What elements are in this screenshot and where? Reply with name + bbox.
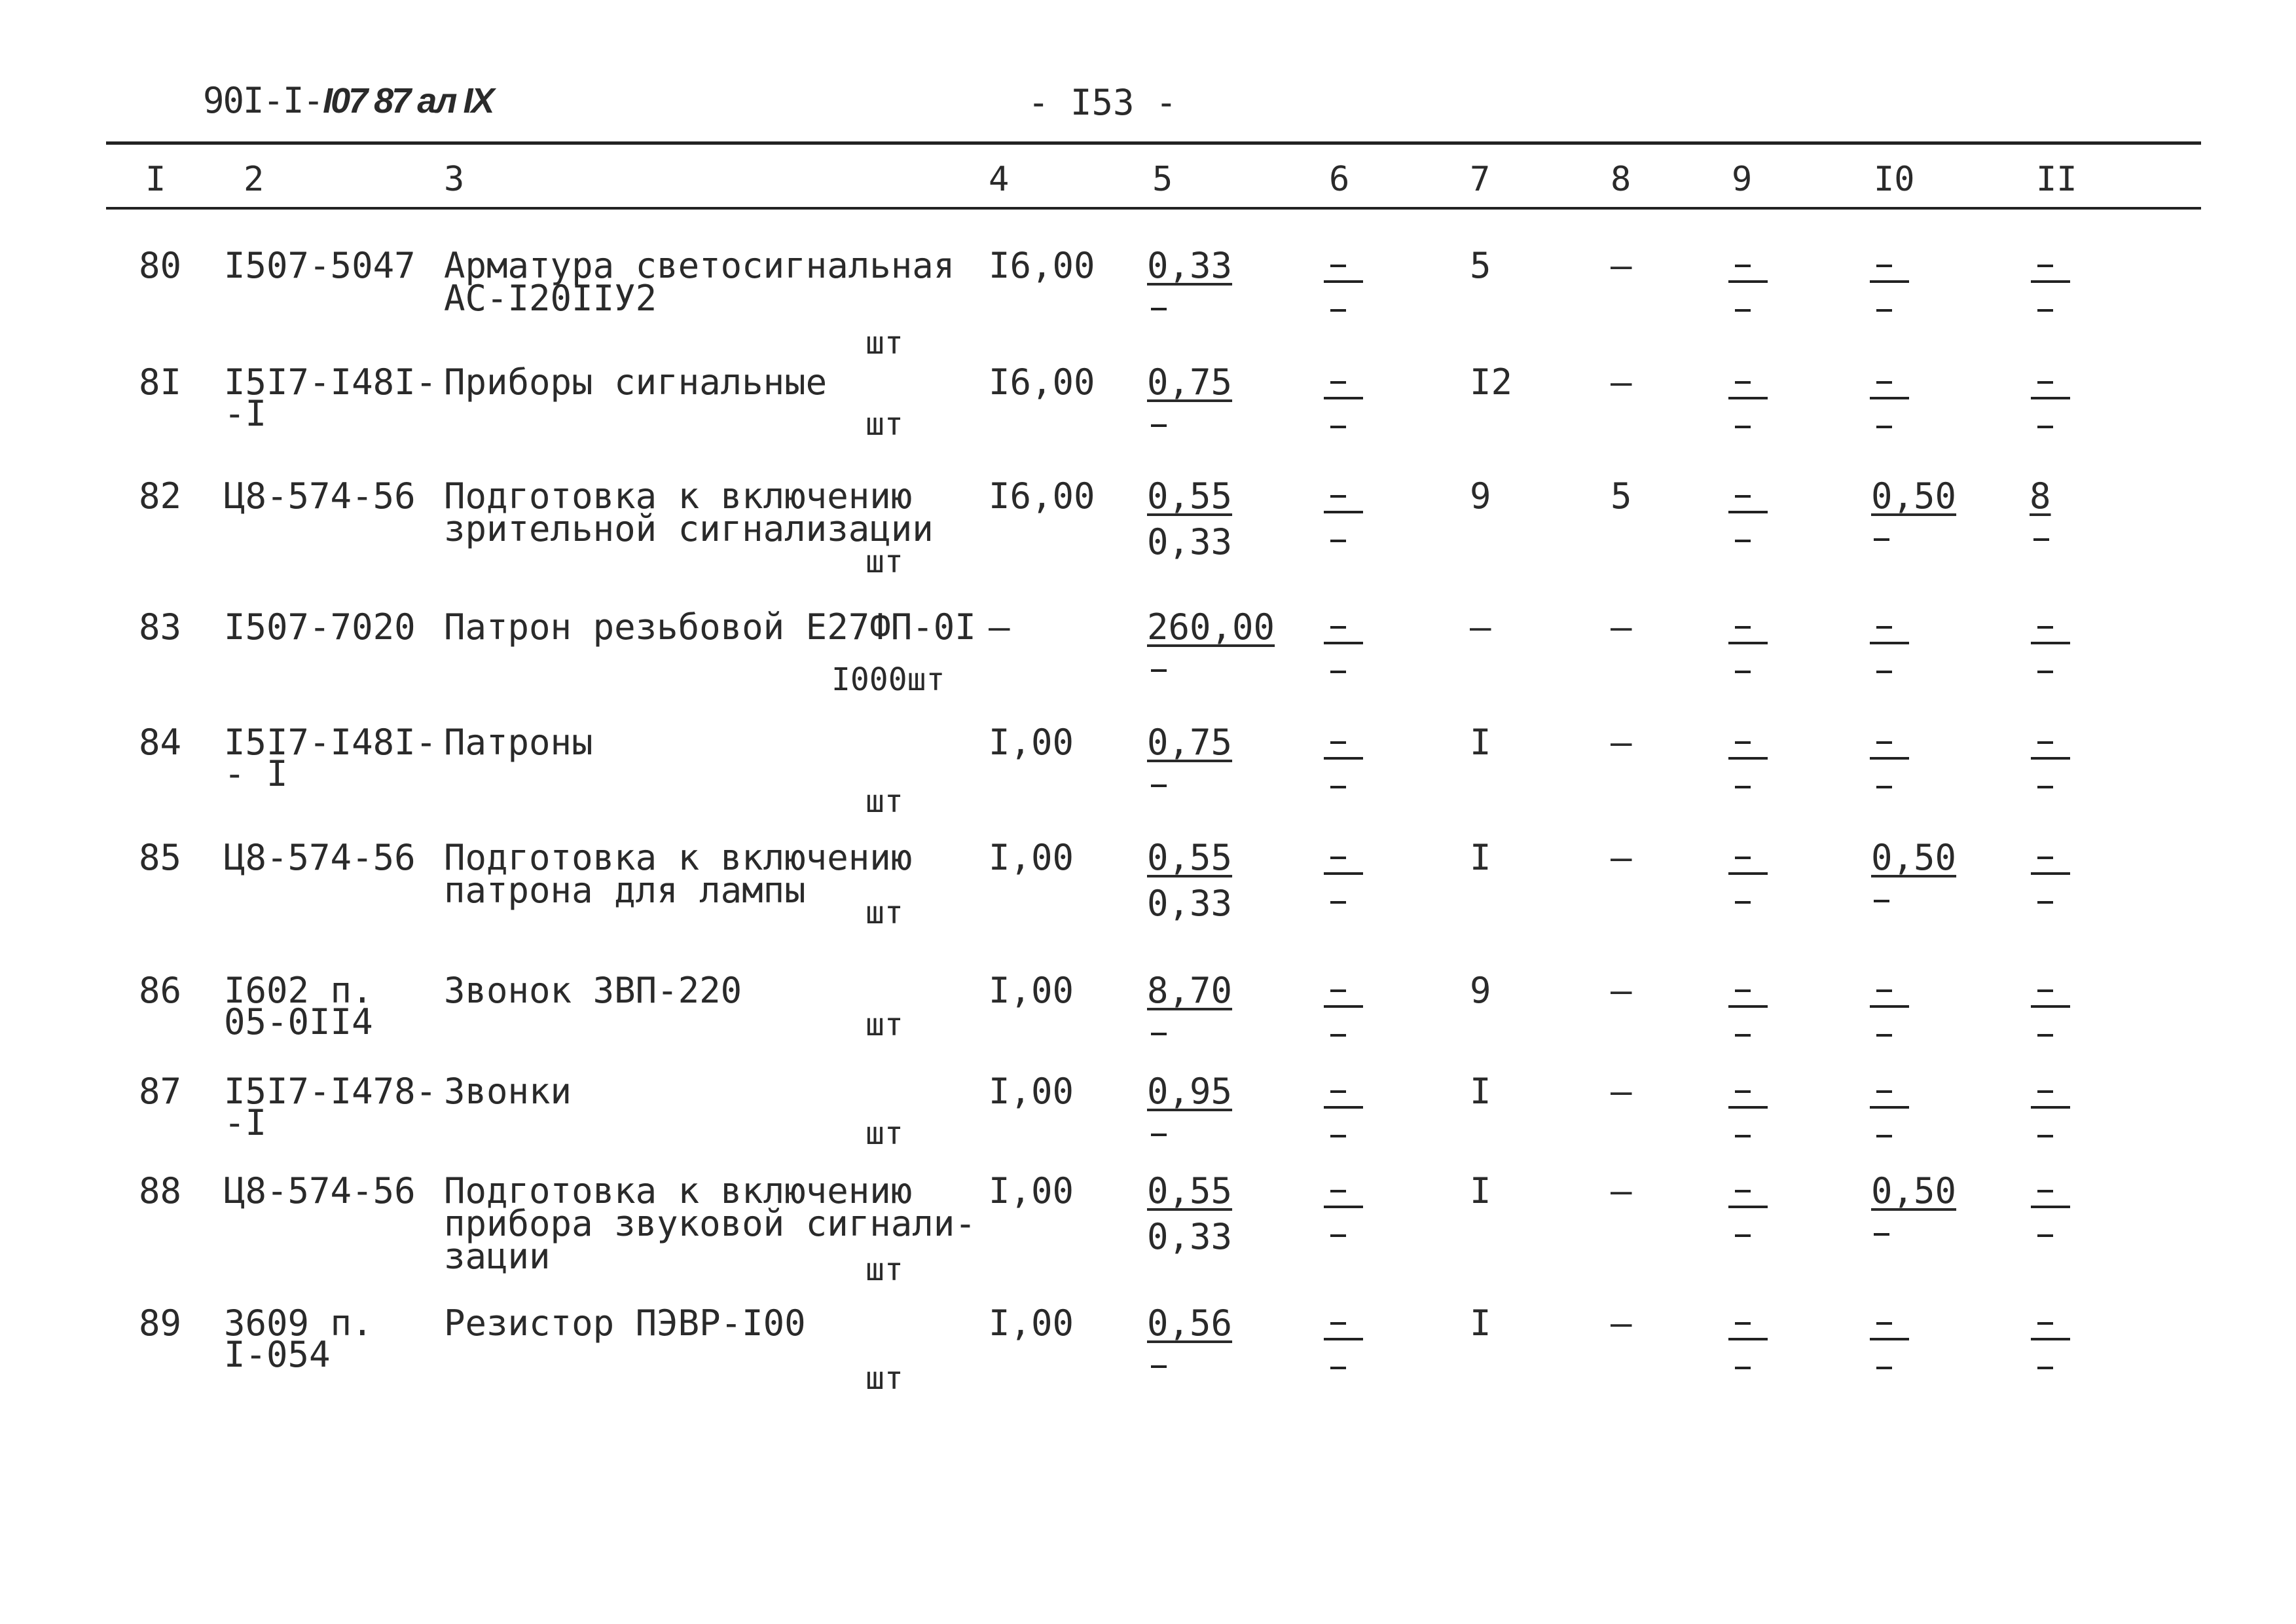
column-header: 9	[1732, 160, 1753, 199]
column-marker-top	[1330, 857, 1346, 859]
col4-value: I,00	[989, 1071, 1074, 1112]
column-marker-rule	[1870, 757, 1909, 760]
column-marker-rule	[1728, 511, 1768, 513]
col4-value: I,00	[989, 970, 1074, 1011]
col7-value: 5	[1470, 245, 1491, 286]
col10-value: 0,50	[1871, 837, 1957, 878]
column-marker-top	[2037, 626, 2053, 629]
item-code: I5I7-I478-	[224, 1071, 437, 1112]
col5-lower-value: 0,33	[1147, 521, 1233, 563]
col5-value: 0,95	[1147, 1071, 1233, 1112]
col5-value: 0,33	[1147, 245, 1233, 286]
col5-lower-dash	[1151, 784, 1167, 787]
item-unit: шт	[866, 1115, 903, 1152]
column-header: 8	[1611, 160, 1631, 199]
item-name: Подготовка к включению	[444, 1170, 913, 1211]
item-unit: шт	[866, 325, 903, 361]
item-code-continued: -I	[224, 393, 267, 434]
document-code-prefix: 90I-I-	[203, 80, 323, 121]
column-marker-bottom	[1876, 671, 1892, 673]
col5-lower-dash	[1151, 1134, 1167, 1136]
table-row	[0, 245, 2296, 373]
column-marker-bottom	[1876, 1135, 1892, 1137]
column-marker-top	[1735, 1090, 1751, 1093]
column-marker-top	[1735, 495, 1751, 498]
column-marker-rule	[1870, 1106, 1909, 1109]
column-marker-rule	[1324, 1206, 1363, 1208]
column-header: II	[2036, 160, 2077, 199]
column-marker-top	[1876, 989, 1892, 992]
col10-lower-dash	[1874, 538, 1889, 541]
item-name: Подготовка к включению	[444, 837, 913, 878]
col7-value: I2	[1470, 361, 1513, 403]
col8-value: 5	[1611, 475, 1632, 517]
column-marker-rule	[1728, 1338, 1768, 1340]
column-marker-rule	[2031, 397, 2070, 399]
item-unit: шт	[866, 1251, 903, 1288]
col7-value: I	[1470, 837, 1491, 878]
column-marker-bottom	[1735, 1234, 1751, 1237]
item-unit: шт	[866, 406, 903, 443]
column-marker-bottom	[1876, 1367, 1892, 1369]
column-marker-top	[1735, 989, 1751, 992]
col5-lower-value: 0,33	[1147, 1216, 1233, 1257]
column-marker-bottom	[1330, 309, 1346, 312]
document-code-suffix: I07 87 ал IX	[323, 81, 493, 120]
column-marker-bottom	[1330, 426, 1346, 428]
col5-value: 0,55	[1147, 475, 1233, 517]
column-marker-rule	[1728, 757, 1768, 760]
col5-value: 260,00	[1147, 606, 1275, 648]
item-name-line2: прибора звуковой сигнали-	[444, 1203, 976, 1244]
col8-value: –	[1611, 606, 1632, 648]
row-number: 89	[139, 1302, 182, 1344]
row-number: 88	[139, 1170, 182, 1211]
column-marker-bottom	[1876, 309, 1892, 312]
column-header: 3	[444, 160, 465, 199]
column-marker-bottom	[2037, 671, 2053, 673]
col4-value: I6,00	[989, 245, 1095, 286]
item-code: I507-5047	[224, 245, 416, 286]
column-header: I0	[1874, 160, 1915, 199]
column-header: I	[145, 160, 166, 199]
col7-value: –	[1470, 606, 1491, 648]
col10-value: 0,50	[1871, 1170, 1957, 1211]
column-marker-top	[2037, 989, 2053, 992]
column-marker-rule	[1870, 397, 1909, 399]
col5-lower-dash	[1151, 424, 1167, 427]
column-marker-bottom	[2037, 1034, 2053, 1037]
col5-value: 0,75	[1147, 361, 1233, 403]
column-marker-rule	[1728, 1106, 1768, 1109]
column-marker-top	[1330, 1190, 1346, 1192]
column-marker-top	[1876, 1090, 1892, 1093]
item-code: I602 п.	[224, 970, 373, 1011]
col5-lower-value: 0,33	[1147, 883, 1233, 924]
column-header: 4	[989, 160, 1010, 199]
col4-value: I6,00	[989, 361, 1095, 403]
column-marker-bottom	[2037, 1367, 2053, 1369]
column-marker-rule	[2031, 757, 2070, 760]
item-code-continued: I-054	[224, 1334, 331, 1375]
col4-value: I6,00	[989, 475, 1095, 517]
column-marker-bottom	[1330, 1034, 1346, 1037]
column-marker-bottom	[2037, 1135, 2053, 1137]
item-unit: шт	[866, 1006, 903, 1043]
col8-value: –	[1611, 1170, 1632, 1211]
item-code: I5I7-I48I-	[224, 722, 437, 763]
row-number: 86	[139, 970, 182, 1011]
col7-value: I	[1470, 1071, 1491, 1112]
col5-lower-dash	[1151, 669, 1167, 672]
page-number: - I53 -	[1028, 82, 1177, 123]
item-code: Ц8-574-56	[224, 837, 416, 878]
item-name-line3: зации	[444, 1236, 551, 1277]
column-marker-top	[1735, 1190, 1751, 1192]
column-marker-top	[2037, 1090, 2053, 1093]
column-marker-bottom	[1735, 426, 1751, 428]
column-marker-top	[1876, 626, 1892, 629]
column-marker-top	[1330, 381, 1346, 384]
column-marker-top	[1330, 989, 1346, 992]
col8-value: –	[1611, 1302, 1632, 1344]
column-marker-bottom	[2037, 309, 2053, 312]
col4-value: –	[989, 606, 1010, 648]
column-marker-rule	[1728, 280, 1768, 283]
column-marker-rule	[1728, 1206, 1768, 1208]
column-marker-rule	[1324, 1005, 1363, 1008]
column-marker-rule	[1870, 1338, 1909, 1340]
column-marker-rule	[1324, 280, 1363, 283]
col7-value: I	[1470, 722, 1491, 763]
column-marker-bottom	[1735, 1135, 1751, 1137]
item-unit: шт	[866, 1360, 903, 1397]
item-code: I507-7020	[224, 606, 416, 648]
column-marker-bottom	[1735, 309, 1751, 312]
item-code-continued: 05-0II4	[224, 1001, 373, 1043]
table-row	[0, 1170, 2296, 1299]
top-rule	[106, 141, 2201, 145]
column-marker-bottom	[1330, 1234, 1346, 1237]
column-marker-rule	[2031, 1338, 2070, 1340]
column-marker-top	[1330, 495, 1346, 498]
column-marker-bottom	[1330, 540, 1346, 542]
col7-value: I	[1470, 1170, 1491, 1211]
column-marker-bottom	[1735, 901, 1751, 904]
column-marker-rule	[1870, 280, 1909, 283]
column-marker-top	[1330, 265, 1346, 267]
item-name: Звонки	[444, 1071, 572, 1112]
column-header: 6	[1329, 160, 1350, 199]
column-marker-top	[1735, 741, 1751, 744]
col4-value: I,00	[989, 837, 1074, 878]
column-marker-rule	[1870, 1005, 1909, 1008]
col10-lower-dash	[1874, 1233, 1889, 1236]
table-row	[0, 606, 2296, 735]
column-marker-rule	[1324, 397, 1363, 399]
col5-lower-dash	[1151, 308, 1167, 310]
item-unit: I000шт	[831, 661, 945, 698]
column-marker-rule	[1324, 872, 1363, 875]
column-marker-bottom	[2037, 901, 2053, 904]
column-marker-top	[1876, 381, 1892, 384]
column-header: 2	[244, 160, 264, 199]
col7-value: 9	[1470, 970, 1491, 1011]
item-code: Ц8-574-56	[224, 1170, 416, 1211]
row-number: 80	[139, 245, 182, 286]
column-marker-top	[1876, 265, 1892, 267]
col5-value: 0,55	[1147, 837, 1233, 878]
column-marker-rule	[2031, 872, 2070, 875]
col4-value: I,00	[989, 1302, 1074, 1344]
item-name: Звонок ЗВП-220	[444, 970, 742, 1011]
document-code	[203, 80, 493, 121]
col8-value: –	[1611, 361, 1632, 403]
item-unit: шт	[866, 544, 903, 580]
column-header: 7	[1470, 160, 1491, 199]
item-name: Подготовка к включению	[444, 475, 913, 517]
column-marker-bottom	[1876, 1034, 1892, 1037]
column-marker-top	[1735, 1322, 1751, 1325]
item-name-line2: патрона для лампы	[444, 870, 806, 911]
column-marker-top	[2037, 381, 2053, 384]
column-marker-rule	[2031, 1106, 2070, 1109]
column-marker-rule	[2031, 1206, 2070, 1208]
column-marker-bottom	[1330, 671, 1346, 673]
item-code: 3609 п.	[224, 1302, 373, 1344]
row-number: 82	[139, 475, 182, 517]
item-unit: шт	[866, 895, 903, 931]
column-marker-bottom	[1330, 901, 1346, 904]
row-number: 85	[139, 837, 182, 878]
column-marker-bottom	[1876, 426, 1892, 428]
col8-value: –	[1611, 245, 1632, 286]
column-marker-bottom	[1735, 1034, 1751, 1037]
table-row	[0, 722, 2296, 850]
column-marker-rule	[1324, 511, 1363, 513]
column-header: 5	[1152, 160, 1173, 199]
column-marker-rule	[1728, 872, 1768, 875]
row-number: 84	[139, 722, 182, 763]
column-marker-bottom	[2037, 786, 2053, 788]
column-marker-rule	[1324, 757, 1363, 760]
column-marker-top	[2037, 265, 2053, 267]
item-code-continued: - I	[224, 753, 288, 794]
table-row	[0, 475, 2296, 604]
col5-value: 0,55	[1147, 1170, 1233, 1211]
row-number: 83	[139, 606, 182, 648]
column-marker-rule	[1324, 1338, 1363, 1340]
column-marker-top	[1735, 626, 1751, 629]
column-marker-top	[1876, 741, 1892, 744]
column-marker-bottom	[1330, 1135, 1346, 1137]
column-marker-bottom	[2037, 1234, 2053, 1237]
col5-value: 0,56	[1147, 1302, 1233, 1344]
column-marker-bottom	[1735, 540, 1751, 542]
col8-value: –	[1611, 722, 1632, 763]
item-name: Патроны	[444, 722, 593, 763]
item-unit: шт	[866, 783, 903, 820]
col7-value: 9	[1470, 475, 1491, 517]
col8-value: –	[1611, 970, 1632, 1011]
column-marker-top	[1330, 1322, 1346, 1325]
column-marker-rule	[1870, 642, 1909, 644]
col10-value: 0,50	[1871, 475, 1957, 517]
item-name-line2: зрительной сигнализации	[444, 508, 934, 549]
col10-lower-dash	[1874, 900, 1889, 902]
col4-value: I,00	[989, 722, 1074, 763]
col8-value: –	[1611, 837, 1632, 878]
column-marker-bottom	[1735, 1367, 1751, 1369]
item-name-line2: АС-I20IIУ2	[444, 278, 657, 319]
column-marker-bottom	[2037, 426, 2053, 428]
header-rule	[106, 207, 2201, 210]
row-number: 87	[139, 1071, 182, 1112]
col11-value: 8	[2030, 475, 2051, 517]
column-marker-top	[2037, 857, 2053, 859]
column-marker-rule	[1324, 1106, 1363, 1109]
column-marker-top	[2037, 1190, 2053, 1192]
column-marker-rule	[1728, 642, 1768, 644]
column-marker-bottom	[1876, 786, 1892, 788]
item-name: Приборы сигнальные	[444, 361, 828, 403]
column-marker-rule	[2031, 642, 2070, 644]
item-code-continued: -I	[224, 1102, 267, 1143]
column-marker-rule	[1728, 397, 1768, 399]
col11-lower-dash	[2033, 538, 2049, 541]
item-name: Арматура светосигнальная	[444, 245, 955, 286]
column-marker-rule	[2031, 280, 2070, 283]
column-marker-bottom	[1735, 786, 1751, 788]
item-code: Ц8-574-56	[224, 475, 416, 517]
column-marker-top	[1735, 265, 1751, 267]
col5-lower-dash	[1151, 1033, 1167, 1035]
table-row	[0, 1302, 2296, 1431]
col4-value: I,00	[989, 1170, 1074, 1211]
column-marker-top	[1330, 1090, 1346, 1093]
col5-value: 0,75	[1147, 722, 1233, 763]
column-marker-top	[1735, 857, 1751, 859]
column-marker-bottom	[1735, 671, 1751, 673]
column-marker-rule	[1728, 1005, 1768, 1008]
col7-value: I	[1470, 1302, 1491, 1344]
column-marker-top	[1876, 1322, 1892, 1325]
table-row	[0, 361, 2296, 490]
table-row	[0, 837, 2296, 965]
column-marker-rule	[1324, 642, 1363, 644]
column-marker-bottom	[1330, 1367, 1346, 1369]
column-marker-bottom	[1330, 786, 1346, 788]
column-marker-top	[1330, 741, 1346, 744]
col5-lower-dash	[1151, 1365, 1167, 1368]
column-marker-rule	[2031, 1005, 2070, 1008]
column-marker-top	[2037, 741, 2053, 744]
col8-value: –	[1611, 1071, 1632, 1112]
column-marker-top	[1735, 381, 1751, 384]
column-marker-top	[2037, 1322, 2053, 1325]
col5-value: 8,70	[1147, 970, 1233, 1011]
item-name: Резистор ПЭВР-I00	[444, 1302, 806, 1344]
item-code: I5I7-I48I-	[224, 361, 437, 403]
column-marker-top	[1330, 626, 1346, 629]
row-number: 8I	[139, 361, 182, 403]
item-name: Патрон резьбовой Е27ФП-0I	[444, 606, 976, 648]
